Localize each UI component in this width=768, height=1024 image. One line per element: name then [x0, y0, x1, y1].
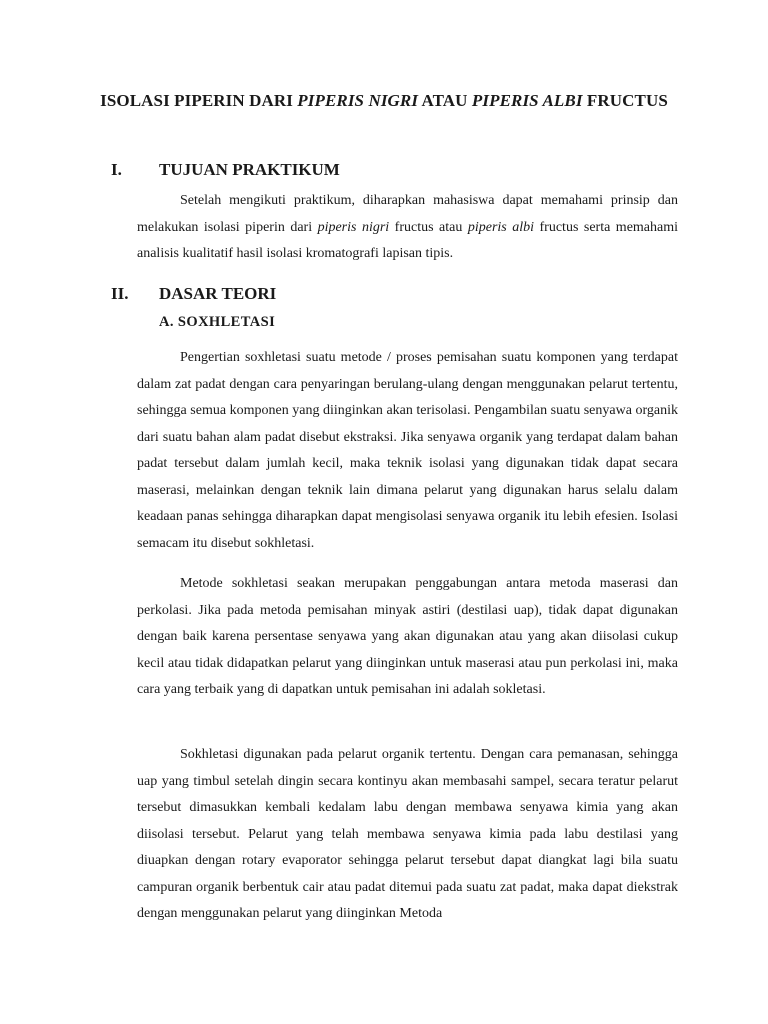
paragraph-tujuan	[137, 188, 678, 268]
paragraph-soxhletasi-3: Sokhletasi digunakan pada pelarut organik tertentu. Dengan cara pemanasan, sehingga uap yang timbul setelah dingin secara kontinyu akan membasahi sampel, secara teratur pelarut tersebut dimasukkan kembali kedalam labu dengan membawa senyawa kimia yang akan diisolasi tersebut. Pelarut yang telah membawa senyawa kimia pada labu destilasi yang diuapkan dengan rotary evaporator sehingga pelarut tersebut dapat diangkat lagi bila suatu campuran organik berbentuk cair atau padat ditemui pada suatu zat padat, maka dapat diekstrak dengan menggunakan pelarut yang diinginkan Metoda	[137, 747, 678, 921]
section-title: TUJUAN PRAKTIKUM	[159, 160, 340, 179]
section-number: I.	[111, 160, 122, 179]
title-part-3: FRUCTUS	[582, 91, 668, 110]
document-title	[0, 91, 768, 111]
title-italic-piperis-albi: PIPERIS ALBI	[471, 91, 583, 110]
paragraph-soxhletasi-2: Metode sokhletasi seakan merupakan penggabungan antara metoda maserasi dan perkolasi. Jika pada metoda pemisahan minyak astiri (destilasi uap), tidak dapat digunakan dengan baik karena persentase senyawa yang akan digunakan atau yang akan diisolasi cukup kecil atau tidak didapatkan pelarut yang diinginkan untuk maserasi atau pun perkolasi ini, maka cara yang terbaik yang di dapatkan untuk pemisahan ini adalah sokletasi.	[137, 576, 678, 697]
paragraph-soxhletasi-1: Pengertian soxhletasi suatu metode / proses pemisahan suatu komponen yang terdapat dalam zat padat dengan cara penyaringan berulang-ulang dengan menggunakan pelarut tertentu, sehingga semua komponen yang diinginkan akan terisolasi. Pengambilan suatu senyawa organik dari suatu bahan alam padat disebut ekstraksi. Jika senyawa organik yang terdapat dalam bahan padat tersebut dalam jumlah kecil, maka teknik isolasi yang digunakan tidak dapat secara maserasi, melainkan dengan teknik lain dimana pelarut yang digunakan harus selalu dalam keadaan panas sehingga diharapkan dapat mengisolasi senyawa organik itu lebih efesien. Isolasi semacam itu disebut sokhletasi.	[137, 350, 678, 551]
title-part-1: ISOLASI PIPERIN DARI	[100, 91, 298, 110]
paragraph-text: fructus atau	[389, 219, 468, 235]
subheading-soxhletasi: A. SOXHLETASI	[159, 314, 276, 330]
section-title: DASAR TEORI	[159, 284, 277, 303]
paragraph-italic: piperis nigri	[317, 219, 390, 235]
paragraph-italic: piperis albi	[467, 219, 535, 235]
paragraph-text: Setelah mengikuti praktikum, diharapkan mahasiswa dapat memahami prinsip dan melakukan isolasi piperin dari	[137, 193, 678, 235]
title-italic-piperis-nigri: PIPERIS NIGRI	[297, 91, 419, 110]
section-number: II.	[111, 284, 129, 303]
title-part-2: ATAU	[418, 91, 472, 110]
paragraph-text: fructus serta memahami analisis kualitatif hasil isolasi kromatografi lapisan tipis.	[137, 219, 678, 261]
